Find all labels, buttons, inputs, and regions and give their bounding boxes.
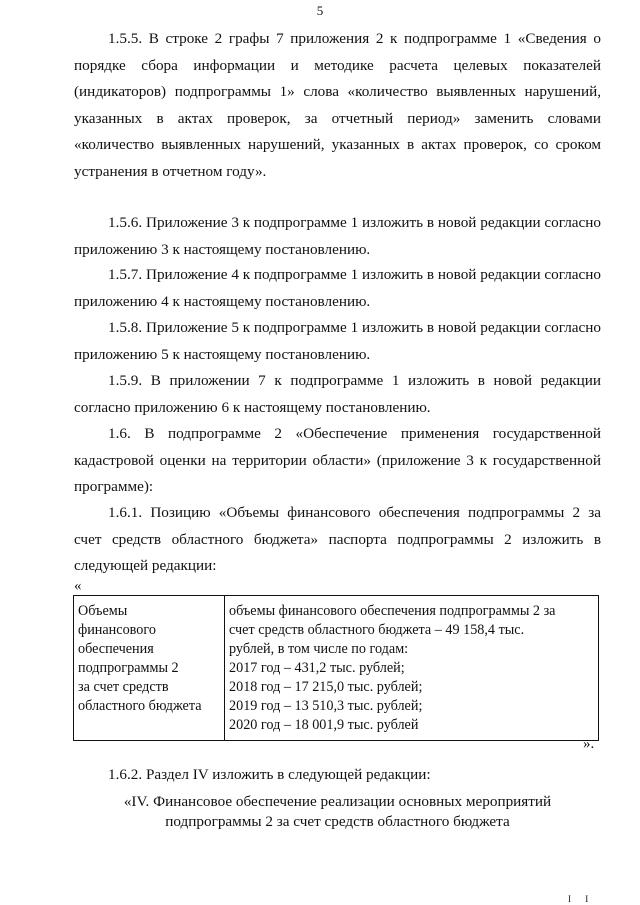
closing-quote-mark: ». bbox=[583, 736, 595, 752]
paragraph-1-6-2: 1.6.2. Раздел IV изложить в следующей редакции: bbox=[108, 766, 431, 783]
opening-quote-mark: « bbox=[74, 578, 82, 594]
value-line: 2019 год – 13 510,3 тыс. рублей; bbox=[229, 698, 423, 714]
value-line: 2017 год – 431,2 тыс. рублей; bbox=[229, 660, 405, 676]
paragraph-1-5-7: 1.5.7. Приложение 4 к подпрограмме 1 изложить в новой редакции согласно приложению 4 к настоящему постановлению. bbox=[74, 266, 601, 310]
label-line: за счет средств bbox=[78, 679, 169, 695]
section-title-line: «IV. Финансовое обеспечение реализации основных мероприятий bbox=[123, 793, 552, 810]
value-line: объемы финансового обеспечения подпрограммы 2 за bbox=[229, 603, 556, 619]
label-line: областного бюджета bbox=[78, 698, 202, 714]
page-number: 5 bbox=[316, 3, 324, 18]
financing-table bbox=[73, 595, 599, 741]
section-title bbox=[74, 792, 601, 832]
corner-marks: I I bbox=[568, 894, 595, 904]
paragraph-1-5-5: 1.5.5. В строке 2 графы 7 приложения 2 к подпрограмме 1 «Сведения о порядке сбора информации и методике расчета целевых показателей (индикаторов) подпрограммы 1» слова «количество выявленных нарушений, указанных в актах проверок, за отчетный период» заменить словами «количество выявленных нарушений, указанных в актах проверок, со сроком устранения в отчетном году». bbox=[74, 30, 601, 180]
paragraph-1-5-6: 1.5.6. Приложение 3 к подпрограмме 1 изложить в новой редакции согласно приложению 3 к настоящему постановлению. bbox=[74, 214, 601, 258]
paragraph-1-5-9: 1.5.9. В приложении 7 к подпрограмме 1 изложить в новой редакции согласно приложению 6 к настоящему постановлению. bbox=[74, 372, 601, 416]
paragraph-1-6: 1.6. В подпрограмме 2 «Обеспечение применения государственной кадастровой оценки на территории области» (приложение 3 к государственной программе): bbox=[74, 425, 601, 495]
value-line: счет средств областного бюджета – 49 158,4 тыс. bbox=[229, 622, 525, 638]
paragraph-1-5-8: 1.5.8. Приложение 5 к подпрограмме 1 изложить в новой редакции согласно приложению 5 к настоящему постановлению. bbox=[74, 319, 601, 363]
label-line: подпрограммы 2 bbox=[78, 660, 179, 676]
label-line: обеспечения bbox=[78, 641, 154, 657]
table-cell-label bbox=[74, 596, 225, 741]
label-line: финансового bbox=[78, 622, 156, 638]
value-line: 2018 год – 17 215,0 тыс. рублей; bbox=[229, 679, 423, 695]
table-row bbox=[74, 596, 599, 741]
value-line: 2020 год – 18 001,9 тыс. рублей bbox=[229, 717, 419, 733]
table-cell-value bbox=[225, 596, 599, 741]
value-line: рублей, в том числе по годам: bbox=[229, 641, 409, 657]
paragraph-1-6-1: 1.6.1. Позицию «Объемы финансового обеспечения подпрограммы 2 за счет средств областного бюджета» паспорта подпрограммы 2 изложить в следующей редакции: bbox=[74, 504, 601, 574]
section-title-line: подпрограммы 2 за счет средств областного бюджета bbox=[165, 813, 510, 830]
label-line: Объемы bbox=[78, 603, 128, 619]
